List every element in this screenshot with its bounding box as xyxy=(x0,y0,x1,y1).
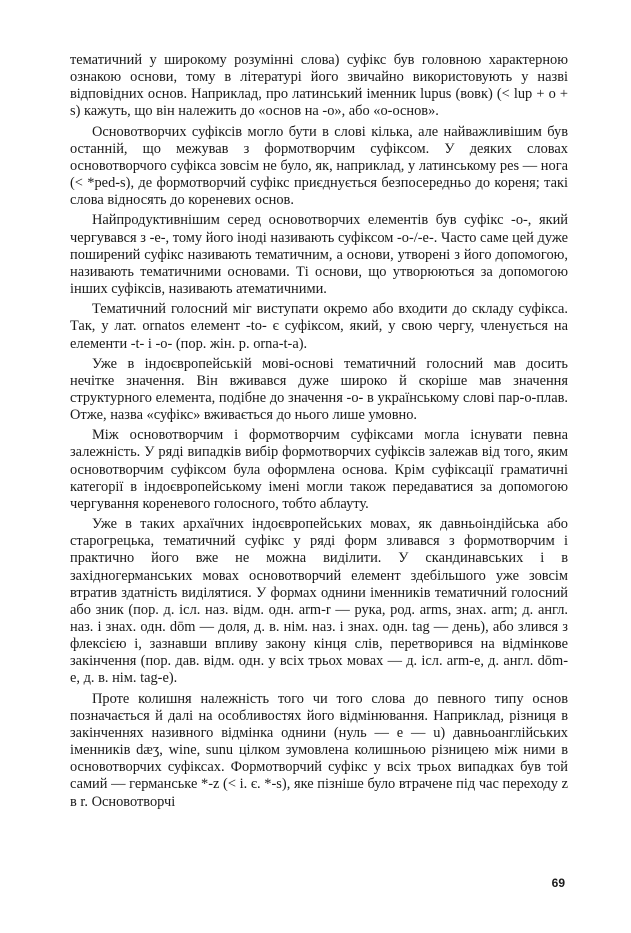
paragraph-8: Проте колишня належність того чи того слова до певного типу основ позначається й далі на особливостях його відмінювання. Наприклад, різниця в закінченнях називного відмінка однини (нуль — е — u) давньоанглійських іменників dæʒ, wine, sunu цілком зумовлена колишньою різницею між ними в основотворчих суфіксах. Формотворчий суфікс у всіх трьох випадках був той самий — германське *-z (< і. є. *-s), яке пізніше було втрачене під час переходу z в r. Основотворчі xyxy=(70,690,568,810)
page-body xyxy=(70,52,568,814)
paragraph-2: Основотворчих суфіксів могло бути в слові кілька, але найважливішим був останній, що межував з формотворчим суфіксом. У деяких словах основотворчого суфікса зовсім не було, як, наприклад, у латинському pes — нога (< *ped-s), де формотворчий суфікс приєднується безпосередньо до кореня; такі слова відносять до кореневих основ. xyxy=(70,123,568,209)
paragraph-7: Уже в таких архаїчних індоєвропейських мовах, як давньоіндійська або старогрецька, тематичний суфікс у ряді форм зливався з формотворчим і практично його вже не можна виділити. У скандинавських і в західногерманських мовах основотворчий елемент здебільшого уже зовсім втратив здатність виділятися. У формах однини іменників тематичний голосний або зник (пор. д. ісл. наз. відм. одн. arm-r — рука, род. arms, знах. arm; д. англ. наз. і знах. одн. dōm — доля, д. в. нім. наз. і знах. одн. tag — день), або злився з флексією і, зазнавши впливу закону кінця слів, перетворився на відмінкове закінчення (пор. дав. відм. одн. у всіх трьох мовах — д. ісл. arm-e, д. англ. dōm-e, д. в. нім. tag-e). xyxy=(70,516,568,687)
paragraph-5: Уже в індоєвропейській мові-основі тематичний голосний мав досить нечітке значення. Він вживався дуже широко й скоріше мав значення структурного елемента, подібне до значення -о- в українському слові пар-о-плав. Отже, назва «суфікс» вживається до нього лише умовно. xyxy=(70,355,568,424)
paragraph-6: Між основотворчим і формотворчим суфіксами могла існувати певна залежність. У ряді випадків вибір формотворчих суфіксів залежав від того, яким основотворчим суфіксом була оформлена основа. Крім суфіксації граматичні категорії в індоєвропейському імені могли також передаватися за допомогою чергування кореневого голосного, тобто аблауту. xyxy=(70,427,568,512)
paragraph-3: Найпродуктивнішим серед основотворчих елементів був суфікс -о-, який чергувався з -е-, тому його іноді називають суфіксом -о-/-е-. Часто саме цей дуже поширений суфікс називають тематичним, а основи, утворені з його допомогою, називають тематичними основами. Ті основи, що утворюються за допомогою інших суфіксів, називають атематичними. xyxy=(70,212,568,298)
page-number: 69 xyxy=(551,876,565,890)
paragraph-1: тематичний у широкому розумінні слова) суфікс був головною характерною ознакою основи, тому в літературі його звичайно використовують у назві відповідних основ. Наприклад, про латинський іменник lupus (вовк) (< lup + o + s) кажуть, що він належить до «основ на -о», або «о-основ». xyxy=(70,52,568,120)
paragraph-4: Тематичний голосний міг виступати окремо або входити до складу суфікса. Так, у лат. ornatos елемент -to- є суфіксом, який, у свою чергу, членується на елементи -t- і -о- (пор. жін. р. orna-t-a). xyxy=(70,301,568,352)
